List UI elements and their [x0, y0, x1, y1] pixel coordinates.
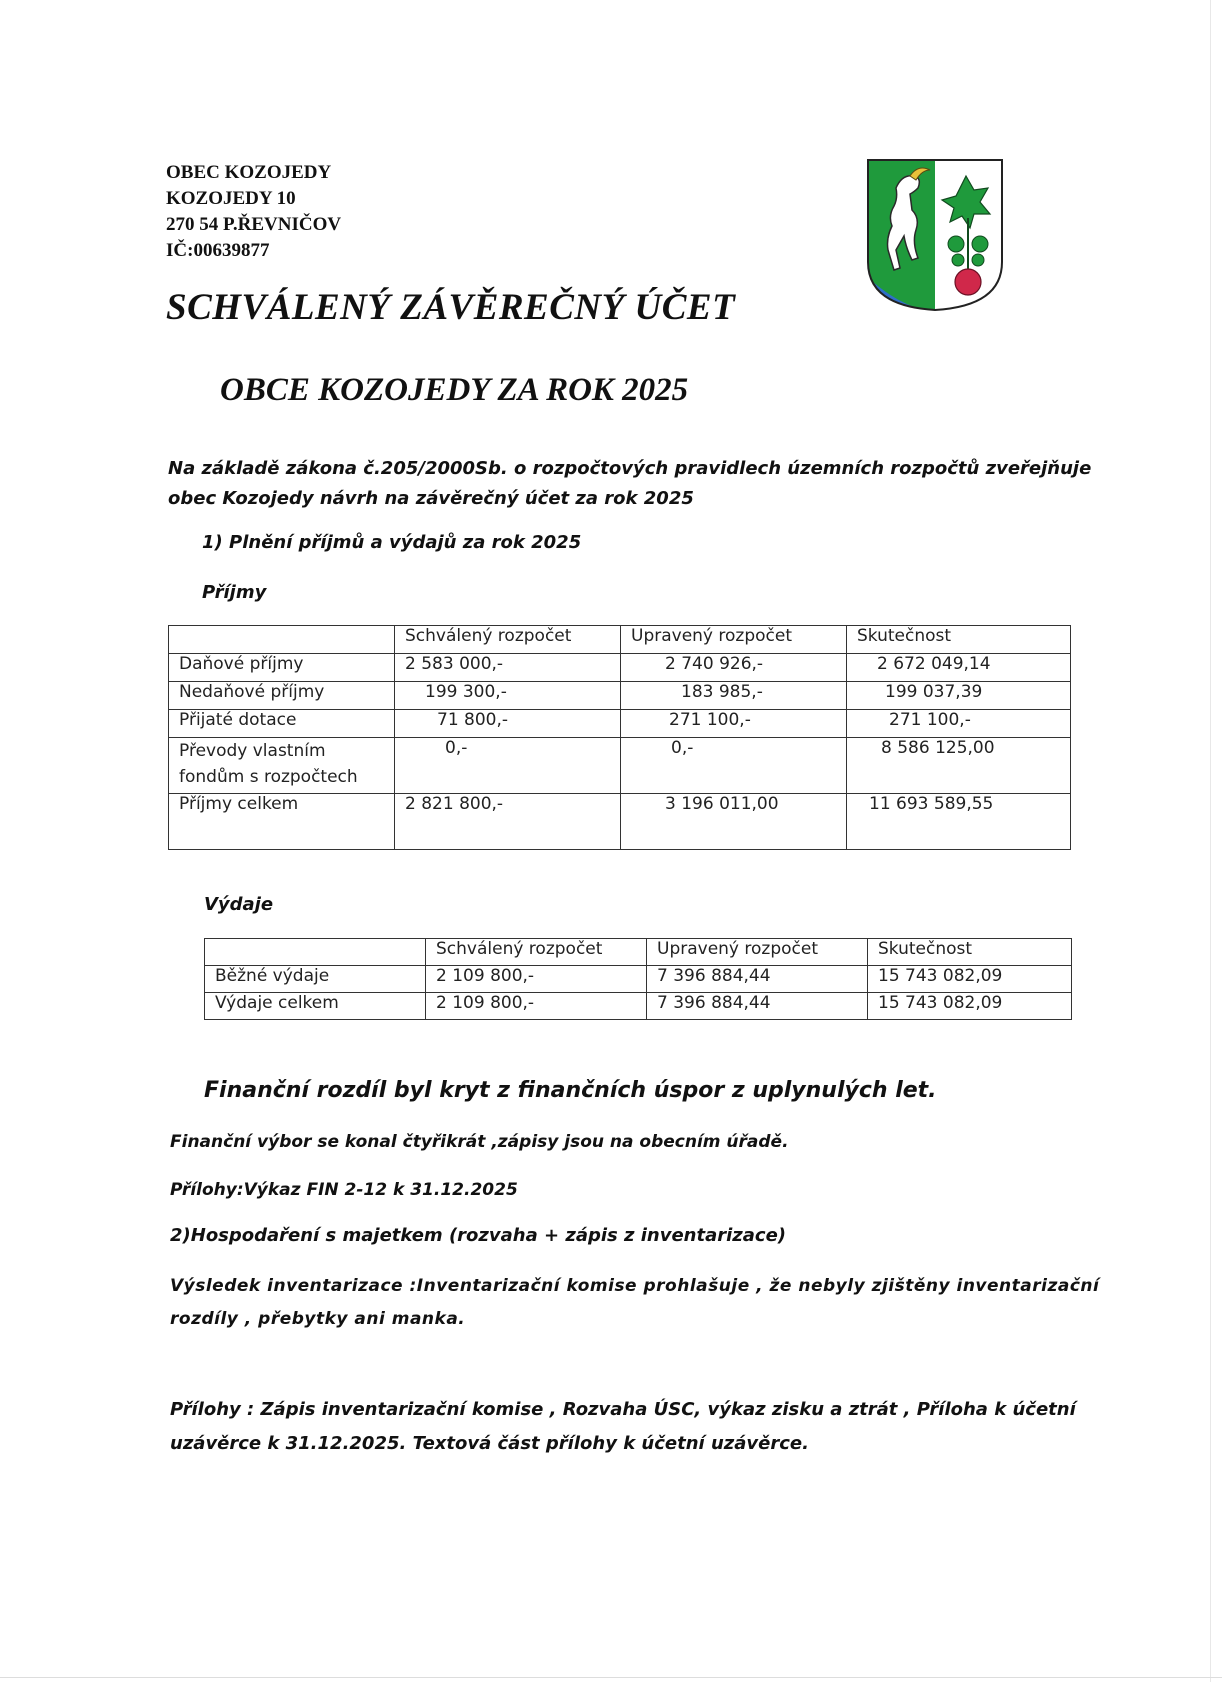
table-header-cell: Upravený rozpočet: [647, 939, 868, 966]
expenses-table: [204, 938, 1072, 1020]
row-label: Příjmy celkem: [169, 794, 395, 850]
attachments-line-2: uzávěrce k 31.12.2025. Textová část přílohy k účetní uzávěrce.: [170, 1433, 809, 1454]
attachments-fin-note: Přílohy:Výkaz FIN 2-12 k 31.12.2025: [170, 1180, 518, 1200]
address-line-name: OBEC KOZOJEDY: [166, 162, 332, 183]
section-2-heading: 2)Hospodaření s majetkem (rozvaha + zápis z inventarizace): [170, 1225, 787, 1246]
table-header-cell: Skutečnost: [847, 626, 1071, 654]
table-cell: 15 743 082,09: [868, 993, 1072, 1020]
intro-line-2: obec Kozojedy návrh na závěrečný účet za rok 2025: [168, 488, 694, 509]
table-cell: 199 300,-: [395, 682, 621, 710]
table-cell: 8 586 125,00: [847, 738, 1071, 794]
table-row: [205, 966, 1072, 993]
table-header-cell: [205, 939, 426, 966]
row-label: Výdaje celkem: [205, 993, 426, 1020]
row-label: Daňové příjmy: [169, 654, 395, 682]
table-cell: 71 800,-: [395, 710, 621, 738]
row-label: Běžné výdaje: [205, 966, 426, 993]
row-label: Přijaté dotace: [169, 710, 395, 738]
section-1-heading: 1) Plnění příjmů a výdajů za rok 2025: [202, 532, 582, 553]
table-cell: 199 037,39: [847, 682, 1071, 710]
table-cell: 0,-: [621, 738, 847, 794]
table-row: [169, 710, 1071, 738]
table-row: [169, 738, 1071, 794]
table-header-row: [169, 626, 1071, 654]
table-cell: 271 100,-: [621, 710, 847, 738]
municipality-address: [166, 160, 341, 264]
coat-of-arms-icon: [866, 158, 1004, 312]
intro-paragraph: [168, 454, 1092, 514]
table-header-cell: Upravený rozpočet: [621, 626, 847, 654]
income-table: [168, 625, 1071, 850]
table-cell: 7 396 884,44: [647, 966, 868, 993]
table-cell: 183 985,-: [621, 682, 847, 710]
financial-difference-note: Finanční rozdíl byl kryt z finančních úspor z uplynulých let.: [204, 1078, 937, 1103]
table-cell: 2 109 800,-: [426, 966, 647, 993]
scan-bottom-edge: [0, 1677, 1222, 1678]
row-label: Převody vlastním fondům s rozpočtech: [169, 738, 395, 794]
scan-edge-line: [1210, 0, 1211, 1682]
table-header-cell: Schválený rozpočet: [395, 626, 621, 654]
table-cell: 2 672 049,14: [847, 654, 1071, 682]
document-subtitle: OBCE KOZOJEDY ZA ROK 2025: [220, 372, 689, 408]
intro-line-1: Na základě zákona č.205/2000Sb. o rozpočtových pravidlech územních rozpočtů zveřejňuje: [168, 458, 1092, 479]
committee-note: Finanční výbor se konal čtyřikrát ,zápisy jsou na obecním úřadě.: [170, 1132, 789, 1152]
inventory-line-1: Výsledek inventarizace :Inventarizační komise prohlašuje , že nebyly zjištěny inventarizační: [170, 1276, 1100, 1296]
inventory-result: [170, 1270, 1099, 1336]
table-row: [169, 654, 1071, 682]
address-line-postcode: 270 54 P.ŘEVNIČOV: [166, 214, 342, 235]
table-row: [169, 682, 1071, 710]
document-title: SCHVÁLENÝ ZÁVĚREČNÝ ÚČET: [166, 287, 736, 328]
address-line-street: KOZOJEDY 10: [166, 188, 296, 209]
table-cell: 2 740 926,-: [621, 654, 847, 682]
table-header-row: [205, 939, 1072, 966]
row-label: Nedaňové příjmy: [169, 682, 395, 710]
expenses-heading: Výdaje: [204, 894, 274, 915]
final-attachments: [170, 1393, 1076, 1461]
table-cell: 0,-: [395, 738, 621, 794]
table-cell: 3 196 011,00: [621, 794, 847, 850]
table-header-cell: Skutečnost: [868, 939, 1072, 966]
income-heading: Příjmy: [202, 582, 267, 603]
attachments-line-1: Přílohy : Zápis inventarizační komise , Rozvaha ÚSC, výkaz zisku a ztrát , Příloha k účetní: [170, 1399, 1076, 1420]
table-cell: 7 396 884,44: [647, 993, 868, 1020]
table-cell: 271 100,-: [847, 710, 1071, 738]
table-row-total: [169, 794, 1071, 850]
table-cell: 15 743 082,09: [868, 966, 1072, 993]
inventory-line-2: rozdíly , přebytky ani manka.: [170, 1309, 466, 1329]
table-cell: 2 821 800,-: [395, 794, 621, 850]
table-cell: 2 583 000,-: [395, 654, 621, 682]
table-cell: 11 693 589,55: [847, 794, 1071, 850]
table-row-total: [205, 993, 1072, 1020]
table-header-cell: Schválený rozpočet: [426, 939, 647, 966]
address-line-ico: IČ:00639877: [166, 240, 270, 261]
table-cell: 2 109 800,-: [426, 993, 647, 1020]
table-header-cell: [169, 626, 395, 654]
